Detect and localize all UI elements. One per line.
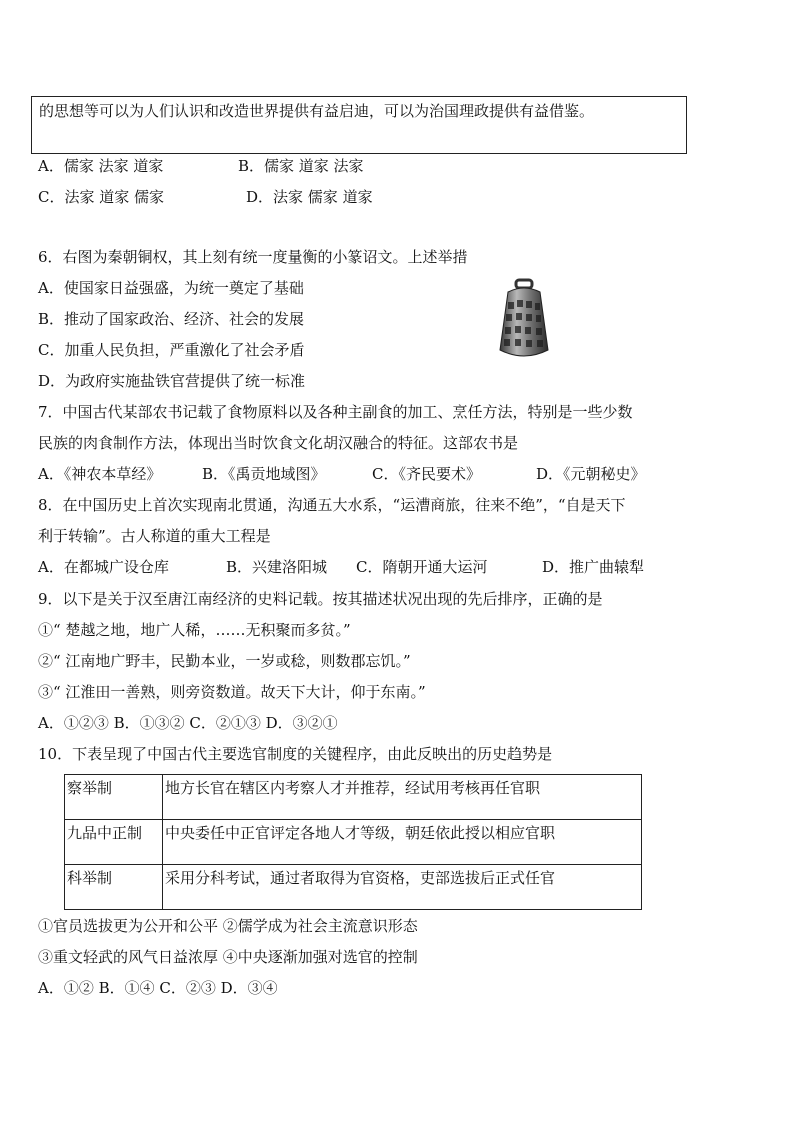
q7-option-b[interactable]: B．《禹贡地域图》 [202,465,326,483]
q5-option-c[interactable]: C．法家 道家 儒家 [38,188,165,206]
q7-option-a[interactable]: A．《神农本草经》 [38,465,162,483]
q5-option-d[interactable]: D．法家 儒家 道家 [246,188,373,206]
q5-option-a[interactable]: A．儒家 法家 道家 [38,157,164,175]
q7-option-d[interactable]: D．《元朝秘史》 [536,465,646,483]
q8-option-a[interactable]: A．在都城广设仓库 [38,558,169,576]
q6-option-a[interactable]: A．使国家日益强盛，为统一奠定了基础 [38,279,304,297]
qin-bronze-weight-image [490,278,558,362]
table-cell-system: 九品中正制 [65,820,163,865]
table-cell-procedure: 地方长官在辖区内考察人才并推荐，经试用考核再任官职 [163,775,642,820]
q6-option-b[interactable]: B．推动了国家政治、经济、社会的发展 [38,310,305,328]
q10-item-line-1: ①官员选拔更为公开和公平 ②儒学成为社会主流意识形态 [38,917,418,935]
q7-option-c[interactable]: C．《齐民要术》 [372,465,481,483]
q8-stem-line-1: 8．在中国历史上首次实现南北贯通，沟通五大水系，“运漕商旅，往来不绝”，“自是天下 [38,496,626,514]
table-row [65,775,642,820]
q8-stem-line-2: 利于转输”。古人称道的重大工程是 [38,527,271,545]
q6-option-d[interactable]: D．为政府实施盐铁官营提供了统一标准 [38,372,306,390]
q6-stem: 6．右图为秦朝铜权，其上刻有统一度量衡的小篆诏文。上述举措 [38,248,468,266]
selection-system-table [64,774,642,910]
q9-answer-options[interactable]: A．①②③ B．①③② C．②①③ D．③②① [38,714,338,732]
q9-item-2: ②“ 江南地广野丰，民勤本业，一岁或稔，则数郡忘饥。” [38,652,411,670]
q5-quote-box [31,96,687,154]
table-row [65,820,642,865]
q7-stem-line-1: 7．中国古代某部农书记载了食物原料以及各种主副食的加工、烹任方法，特别是一些少数 [38,403,633,421]
q8-option-c[interactable]: C．隋朝开通大运河 [356,558,488,576]
q6-option-c[interactable]: C．加重人民负担，严重激化了社会矛盾 [38,341,305,359]
q5-option-b[interactable]: B．儒家 道家 法家 [238,157,364,175]
table-cell-system: 科举制 [65,865,163,910]
q9-item-1: ①“ 楚越之地，地广人稀，……无积聚而多贫。” [38,621,351,639]
q9-stem: 9．以下是关于汉至唐江南经济的史料记载。按其描述状况出现的先后排序，正确的是 [38,590,603,608]
q8-option-d[interactable]: D．推广曲辕犁 [542,558,645,576]
q10-item-line-2: ③重文轻武的风气日益浓厚 ④中央逐渐加强对选官的控制 [38,948,418,966]
table-cell-procedure: 中央委任中正官评定各地人才等级，朝廷依此授以相应官职 [163,820,642,865]
q9-item-3: ③“ 江淮田一善熟，则旁资数道。故天下大计，仰于东南。” [38,683,426,701]
table-row [65,865,642,910]
q10-answer-options[interactable]: A．①② B．①④ C．②③ D．③④ [38,979,278,997]
table-cell-system: 察举制 [65,775,163,820]
q10-stem: 10．下表呈现了中国古代主要选官制度的关键程序，由此反映出的历史趋势是 [38,745,553,763]
q7-stem-line-2: 民族的肉食制作方法，体现出当时饮食文化胡汉融合的特征。这部农书是 [38,434,519,452]
table-cell-procedure: 采用分科考试，通过者取得为官资格，吏部选拔后正式任官 [163,865,642,910]
q5-boxed-text: 的思想等可以为人们认识和改造世界提供有益启迪，可以为治国理政提供有益借鉴。 [39,102,595,120]
q8-option-b[interactable]: B．兴建洛阳城 [226,558,328,576]
